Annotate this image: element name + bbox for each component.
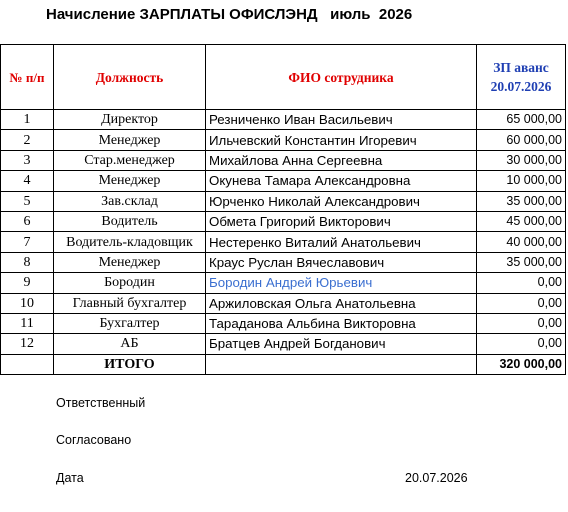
table-row bbox=[1, 191, 566, 211]
table-row bbox=[1, 252, 566, 272]
table-row bbox=[1, 211, 566, 231]
header-num[interactable]: № п/п bbox=[1, 45, 54, 110]
row-amount[interactable]: 35 000,00 bbox=[477, 252, 566, 272]
row-num[interactable]: 12 bbox=[1, 334, 54, 354]
row-fio[interactable]: Краус Руслан Вячеславович bbox=[206, 252, 477, 272]
row-num[interactable]: 7 bbox=[1, 232, 54, 252]
row-position[interactable]: Менеджер bbox=[54, 171, 206, 191]
row-position[interactable]: Водитель bbox=[54, 211, 206, 231]
header-position[interactable]: Должность bbox=[54, 45, 206, 110]
table-row bbox=[1, 334, 566, 354]
row-position[interactable]: Стар.менеджер bbox=[54, 150, 206, 170]
row-position[interactable]: Водитель-кладовщик bbox=[54, 232, 206, 252]
row-num[interactable]: 4 bbox=[1, 171, 54, 191]
responsible-label: Ответственный bbox=[56, 396, 146, 410]
row-fio[interactable]: Бородин Андрей Юрьевич bbox=[206, 273, 477, 293]
table-row bbox=[1, 130, 566, 150]
row-num[interactable]: 3 bbox=[1, 150, 54, 170]
date-label: Дата bbox=[56, 471, 84, 485]
total-amount[interactable]: 320 000,00 bbox=[477, 354, 566, 374]
header-advance-title: ЗП аванс bbox=[493, 60, 549, 75]
row-num[interactable]: 11 bbox=[1, 313, 54, 333]
table-row bbox=[1, 232, 566, 252]
row-position[interactable]: Бухгалтер bbox=[54, 313, 206, 333]
row-num[interactable]: 10 bbox=[1, 293, 54, 313]
table-body bbox=[1, 110, 566, 355]
row-position[interactable]: АБ bbox=[54, 334, 206, 354]
total-row bbox=[1, 354, 566, 374]
row-position[interactable]: Главный бухгалтер bbox=[54, 293, 206, 313]
row-num[interactable]: 9 bbox=[1, 273, 54, 293]
header-fio[interactable]: ФИО сотрудника bbox=[206, 45, 477, 110]
row-amount[interactable]: 40 000,00 bbox=[477, 232, 566, 252]
row-fio[interactable]: Обмета Григорий Викторович bbox=[206, 211, 477, 231]
row-amount[interactable]: 65 000,00 bbox=[477, 110, 566, 130]
payroll-table bbox=[0, 44, 566, 375]
row-num[interactable]: 8 bbox=[1, 252, 54, 272]
row-amount[interactable]: 0,00 bbox=[477, 273, 566, 293]
total-num-cell[interactable] bbox=[1, 354, 54, 374]
table-row bbox=[1, 171, 566, 191]
row-fio[interactable]: Тараданова Альбина Викторовна bbox=[206, 313, 477, 333]
row-amount[interactable]: 30 000,00 bbox=[477, 150, 566, 170]
row-num[interactable]: 6 bbox=[1, 211, 54, 231]
row-fio[interactable]: Братцев Андрей Богданович bbox=[206, 334, 477, 354]
row-fio[interactable]: Окунева Тамара Александровна bbox=[206, 171, 477, 191]
row-amount[interactable]: 45 000,00 bbox=[477, 211, 566, 231]
total-fio-cell[interactable] bbox=[206, 354, 477, 374]
row-num[interactable]: 2 bbox=[1, 130, 54, 150]
row-amount[interactable]: 10 000,00 bbox=[477, 171, 566, 191]
table-row bbox=[1, 273, 566, 293]
table-row bbox=[1, 110, 566, 130]
row-amount[interactable]: 0,00 bbox=[477, 334, 566, 354]
header-advance[interactable] bbox=[477, 45, 566, 110]
row-amount[interactable]: 0,00 bbox=[477, 313, 566, 333]
row-position[interactable]: Менеджер bbox=[54, 252, 206, 272]
agreed-label: Согласовано bbox=[56, 433, 132, 447]
row-fio[interactable]: Михайлова Анна Сергеевна bbox=[206, 150, 477, 170]
row-amount[interactable]: 0,00 bbox=[477, 293, 566, 313]
row-fio[interactable]: Ильчевский Константин Игоревич bbox=[206, 130, 477, 150]
row-num[interactable]: 5 bbox=[1, 191, 54, 211]
row-position[interactable]: Директор bbox=[54, 110, 206, 130]
row-num[interactable]: 1 bbox=[1, 110, 54, 130]
row-position[interactable]: Зав.склад bbox=[54, 191, 206, 211]
date-value: 20.07.2026 bbox=[405, 471, 468, 485]
header-advance-date: 20.07.2026 bbox=[490, 79, 552, 94]
row-amount[interactable]: 60 000,00 bbox=[477, 130, 566, 150]
row-fio[interactable]: Резниченко Иван Васильевич bbox=[206, 110, 477, 130]
row-amount[interactable]: 35 000,00 bbox=[477, 191, 566, 211]
row-position[interactable]: Бородин bbox=[54, 273, 206, 293]
table-header-row bbox=[1, 45, 566, 110]
row-fio[interactable]: Юрченко Николай Александрович bbox=[206, 191, 477, 211]
sheet-title: Начисление ЗАРПЛАТЫ ОФИСЛЭНД июль 2026 bbox=[46, 6, 413, 23]
table-row bbox=[1, 313, 566, 333]
table-row bbox=[1, 150, 566, 170]
total-label[interactable]: ИТОГО bbox=[54, 354, 206, 374]
row-fio[interactable]: Аржиловская Ольга Анатольевна bbox=[206, 293, 477, 313]
row-position[interactable]: Менеджер bbox=[54, 130, 206, 150]
row-fio[interactable]: Нестеренко Виталий Анатольевич bbox=[206, 232, 477, 252]
table-row bbox=[1, 293, 566, 313]
